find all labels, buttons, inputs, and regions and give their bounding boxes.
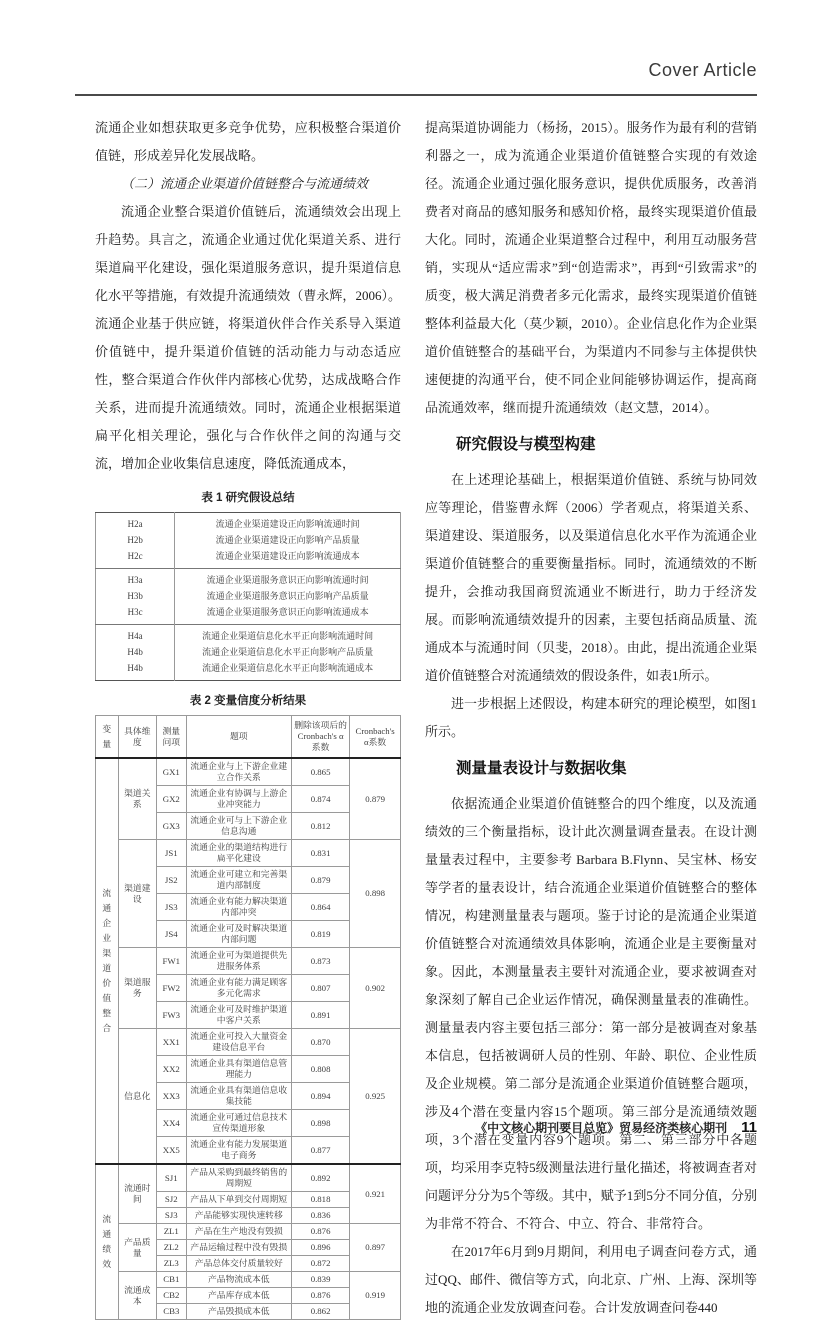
hypothesis-text: 流通企业渠道服务意识正向影响流通时间 [206, 575, 369, 585]
item-code: GX3 [156, 813, 186, 840]
alpha-if-deleted-value: 0.807 [291, 975, 349, 1002]
table-row [96, 533, 401, 549]
paragraph-continuation: 流通企业如想获取更多竞争优势，应积极整合渠道价值链，形成差异化发展战略。 [95, 120, 401, 163]
section-heading-measurement: 测量量表设计与数据收集 [456, 760, 627, 777]
table-row [96, 569, 401, 589]
alpha-if-deleted-value: 0.876 [291, 1288, 349, 1304]
item-code: GX1 [156, 758, 186, 786]
item-code: XX1 [156, 1029, 186, 1056]
dimension-label: 信息化 [118, 1029, 156, 1165]
alpha-if-deleted-value: 0.873 [291, 948, 349, 975]
header-rule [75, 94, 757, 96]
page-footer [75, 1118, 757, 1138]
table1-group-h4 [96, 625, 401, 681]
paragraph: 在上述理论基础上，根据渠道价值链、系统与协同效应等理论，借鉴曹永辉（2006）学者观点，将渠道关系、渠道建设、渠道服务，以及渠道信息化水平作为流通企业渠道价值链整合的重要衡量指标。同时，流通绩效的不断提升，会推动我国商贸流通业不断进行，助力于经济发展。而影响流通绩效提升的因素，主要包括商品质量、流通成本与流通时间（贝斐，2018）。由此，提出流通企业渠道价值链整合对流通绩效的假设条件，如表1所示。 [425, 472, 757, 683]
item-text: 产品物流成本低 [186, 1272, 291, 1288]
item-code: FW2 [156, 975, 186, 1002]
alpha-value: 0.925 [350, 1029, 401, 1165]
item-code: XX2 [156, 1056, 186, 1083]
alpha-if-deleted-value: 0.877 [291, 1137, 349, 1165]
table-row [96, 1029, 401, 1056]
item-code: JS2 [156, 867, 186, 894]
journal-note: 《中文核心期刊要目总览》贸易经济类核心期刊 [475, 1121, 728, 1135]
header-section-label: Cover Article [648, 60, 757, 80]
dimension-label: 渠道服务 [118, 948, 156, 1029]
alpha-if-deleted-value: 0.839 [291, 1272, 349, 1288]
dimension-label: 渠道关系 [118, 758, 156, 840]
hypothesis-text: 流通企业渠道服务意识正向影响流通成本 [206, 607, 369, 617]
item-text: 流通企业可投入大量资金建设信息平台 [186, 1029, 291, 1056]
dimension-label: 流通成本 [118, 1272, 156, 1320]
item-text: 流通企业有能力解决渠道内部冲突 [186, 894, 291, 921]
hypothesis-code: H3c [96, 605, 175, 625]
alpha-value: 0.902 [350, 948, 401, 1029]
item-text: 流通企业可及时解决渠道内部问题 [186, 921, 291, 948]
item-text: 产品在生产地没有毁损 [186, 1224, 291, 1240]
table2-header [96, 716, 401, 759]
alpha-if-deleted-value: 0.862 [291, 1304, 349, 1320]
item-text: 产品能够实现快速转移 [186, 1208, 291, 1224]
item-text: 产品毁损成本低 [186, 1304, 291, 1320]
item-text: 流通企业可通过信息技术宣传渠道形象 [186, 1110, 291, 1137]
hypothesis-text: 流通企业渠道服务意识正向影响产品质量 [206, 591, 369, 601]
table1-group-h3 [96, 569, 401, 625]
item-code: CB1 [156, 1272, 186, 1288]
item-code: XX3 [156, 1083, 186, 1110]
item-text: 流通企业有协调与上游企业冲突能力 [186, 786, 291, 813]
subsection-heading: （二）流通企业渠道价值链整合与流通绩效 [121, 176, 369, 191]
hypothesis-code: H4b [96, 661, 175, 681]
item-code: CB2 [156, 1288, 186, 1304]
item-text: 产品运输过程中没有毁损 [186, 1240, 291, 1256]
item-code: SJ1 [156, 1164, 186, 1192]
table-row [96, 513, 401, 533]
alpha-if-deleted-value: 0.894 [291, 1083, 349, 1110]
item-text: 产品从采购到最终销售的周期短 [186, 1164, 291, 1192]
page-number: 11 [741, 1119, 757, 1136]
hypothesis-text: 流通企业渠道信息化水平正向影响产品质量 [202, 647, 374, 657]
hypothesis-text: 流通企业渠道信息化水平正向影响流通成本 [202, 663, 374, 673]
hypothesis-text: 流通企业渠道信息化水平正向影响流通时间 [202, 631, 374, 641]
hypothesis-code: H4a [96, 625, 175, 645]
alpha-value: 0.921 [350, 1164, 401, 1224]
right-column [425, 114, 757, 1322]
item-code: XX5 [156, 1137, 186, 1165]
alpha-if-deleted-value: 0.865 [291, 758, 349, 786]
page-header [75, 60, 757, 81]
table-row [96, 549, 401, 569]
alpha-if-deleted-value: 0.876 [291, 1224, 349, 1240]
table-row [96, 1272, 401, 1288]
table1-caption: 表 1 研究假设总结 [201, 492, 295, 504]
hypothesis-code: H3b [96, 589, 175, 605]
hypothesis-code: H2a [96, 513, 175, 533]
dimension-label: 流通时间 [118, 1164, 156, 1224]
paragraph: 流通企业整合渠道价值链后，流通绩效会出现上升趋势。具言之，流通企业通过优化渠道关系、进行渠道扁平化建设，强化渠道服务意识，提升渠道信息化水平等措施，有效提升流通绩效（曹永辉，2006）。流通企业基于供应链，将渠道伙伴合作关系导入渠道价值链中，提升渠道价值链的活动能力与动态适应性，整合渠道合作伙伴内部核心优势，达成战略合作关系，进而提升流通绩效。同时，流通企业根据渠道扁平化相关理论，强化与合作伙伴之间的沟通与交流，增加企业收集信息速度，降低流通成本， [95, 204, 401, 471]
alpha-if-deleted-value: 0.812 [291, 813, 349, 840]
item-code: CB3 [156, 1304, 186, 1320]
hypothesis-text: 流通企业渠道建设正向影响流通成本 [215, 551, 360, 561]
table-row [96, 625, 401, 645]
paragraph: 依据流通企业渠道价值链整合的四个维度，以及流通绩效的三个衡量指标，设计此次测量调查量表。在设计测量量表过程中，主要参考 Barbara B.Flynn、吴宝林、杨安等学者的量表设计，结合流通企业渠道价值链整合的整体情况，构建测量量表与题项。鉴于讨论的是流通企业渠道价值链整合对流通绩效具体影响，流通企业是主要衡量对象。因此，本测量量表主要针对流通企业，要求被调查对象深刻了解自己企业运作情况，确保测量量表的准确性。测量量表内容主要包括三部分：第一部分是被调查对象基本信息，包括被调研人员的性别、年龄、职位、企业性质及企业规模。第二部分是流通企业渠道价值链整合题项，涉及4个潜在变量内容15个题项。第三部分是流通绩效题项，3个潜在变量内容9个题项。第二、第三部分中各题项，均采用李克特5级测量法进行量化描述，将被调查者对问题评分分为5个等级。其中，赋予1到5分不同分值，分别为非常不符合、不符合、中立、符合、非常符合。 [425, 796, 757, 1231]
item-text: 流通企业具有渠道信息管理能力 [186, 1056, 291, 1083]
table-row [96, 840, 401, 867]
alpha-if-deleted-value: 0.808 [291, 1056, 349, 1083]
col-header-variable: 变量 [96, 716, 119, 759]
variable-label: 流通企业渠道价值整合 [96, 758, 119, 1164]
table-hypotheses [95, 512, 401, 681]
table-row [96, 661, 401, 681]
item-code: ZL1 [156, 1224, 186, 1240]
alpha-if-deleted-value: 0.892 [291, 1164, 349, 1192]
hypothesis-text: 流通企业渠道建设正向影响产品质量 [215, 535, 360, 545]
table-reliability [95, 715, 401, 1320]
table-row [96, 589, 401, 605]
hypothesis-code: H2c [96, 549, 175, 569]
table2-caption: 表 2 变量信度分析结果 [189, 695, 307, 707]
variable-label: 流通绩效 [96, 1164, 119, 1320]
table-row [96, 645, 401, 661]
alpha-value: 0.897 [350, 1224, 401, 1272]
col-header-alpha: Cronbach's α系数 [350, 716, 401, 759]
alpha-if-deleted-value: 0.896 [291, 1240, 349, 1256]
item-code: XX4 [156, 1110, 186, 1137]
col-header-alpha-if-deleted: 删除该项后的Cronbach's α系数 [291, 716, 349, 759]
item-code: JS3 [156, 894, 186, 921]
item-text: 流通企业具有渠道信息收集技能 [186, 1083, 291, 1110]
item-code: FW3 [156, 1002, 186, 1029]
hypothesis-code: H3a [96, 569, 175, 589]
paragraph-continuation: 提高渠道协调能力（杨扬，2015）。服务作为最有利的营销利器之一，成为流通企业渠道价值链整合实现的有效途径。流通企业通过强化服务意识，提供优质服务，改善消费者对商品的感知服务和感知价格，最终实现渠道价值最大化。同时，流通企业渠道整合过程中，利用互动服务营销，实现从“适应需求”到“创造需求”，再到“引致需求”的质变，极大满足消费者多元化需求，最终实现渠道价值链整体利益最大化（莫少颖，2010）。企业信息化作为企业渠道价值链整合的基础平台，为渠道内不同参与主体提供快速便捷的沟通平台，使不同企业间能够协调运作，提高商品流通效率，继而提升流通绩效（赵文慧，2014）。 [425, 120, 757, 415]
item-text: 流通企业可为渠道提供先进服务体系 [186, 948, 291, 975]
hypothesis-text: 流通企业渠道建设正向影响流通时间 [215, 519, 360, 529]
item-text: 流通企业与上下游企业建立合作关系 [186, 758, 291, 786]
hypothesis-code: H2b [96, 533, 175, 549]
section-heading-hypotheses: 研究假设与模型构建 [456, 436, 596, 453]
item-text: 流通企业有能力满足顾客多元化需求 [186, 975, 291, 1002]
alpha-if-deleted-value: 0.879 [291, 867, 349, 894]
alpha-value: 0.879 [350, 758, 401, 840]
item-code: SJ2 [156, 1192, 186, 1208]
alpha-if-deleted-value: 0.836 [291, 1208, 349, 1224]
table-row [96, 1224, 401, 1240]
item-text: 流通企业可建立和完善渠道内部制度 [186, 867, 291, 894]
col-header-item-code: 测量问项 [156, 716, 186, 759]
item-text: 产品从下单到交付周期短 [186, 1192, 291, 1208]
item-code: ZL3 [156, 1256, 186, 1272]
item-text: 流通企业的渠道结构进行扁平化建设 [186, 840, 291, 867]
table-header-row [96, 716, 401, 759]
item-text: 流通企业可与上下游企业信息沟通 [186, 813, 291, 840]
item-text: 产品库存成本低 [186, 1288, 291, 1304]
alpha-if-deleted-value: 0.818 [291, 1192, 349, 1208]
table-row [96, 948, 401, 975]
item-text: 产品总体交付质量较好 [186, 1256, 291, 1272]
alpha-if-deleted-value: 0.870 [291, 1029, 349, 1056]
table-row [96, 605, 401, 625]
item-code: GX2 [156, 786, 186, 813]
alpha-value: 0.919 [350, 1272, 401, 1320]
alpha-if-deleted-value: 0.831 [291, 840, 349, 867]
alpha-if-deleted-value: 0.864 [291, 894, 349, 921]
alpha-if-deleted-value: 0.872 [291, 1256, 349, 1272]
col-header-item-text: 题项 [186, 716, 291, 759]
item-code: SJ3 [156, 1208, 186, 1224]
left-column [95, 114, 401, 1320]
item-code: FW1 [156, 948, 186, 975]
alpha-value: 0.898 [350, 840, 401, 948]
dimension-label: 渠道建设 [118, 840, 156, 948]
item-code: ZL2 [156, 1240, 186, 1256]
alpha-if-deleted-value: 0.898 [291, 1110, 349, 1137]
item-code: JS4 [156, 921, 186, 948]
alpha-if-deleted-value: 0.891 [291, 1002, 349, 1029]
table-row [96, 758, 401, 786]
paragraph: 进一步根据上述假设，构建本研究的理论模型，如图1所示。 [425, 696, 757, 739]
dimension-label: 产品质量 [118, 1224, 156, 1272]
item-text: 流通企业可及时维护渠道中客户关系 [186, 1002, 291, 1029]
alpha-if-deleted-value: 0.819 [291, 921, 349, 948]
item-text: 流通企业有能力发展渠道电子商务 [186, 1137, 291, 1165]
item-code: JS1 [156, 840, 186, 867]
col-header-dimension: 具体维度 [118, 716, 156, 759]
hypothesis-code: H4b [96, 645, 175, 661]
table-row [96, 1164, 401, 1192]
alpha-if-deleted-value: 0.874 [291, 786, 349, 813]
table1-group-h2 [96, 513, 401, 569]
paragraph: 在2017年6月到9月期间，利用电子调查问卷方式，通过QQ、邮件、微信等方式，向北京、广州、上海、深圳等地的流通企业发放调查问卷。合计发放调查问卷440 [425, 1244, 757, 1315]
